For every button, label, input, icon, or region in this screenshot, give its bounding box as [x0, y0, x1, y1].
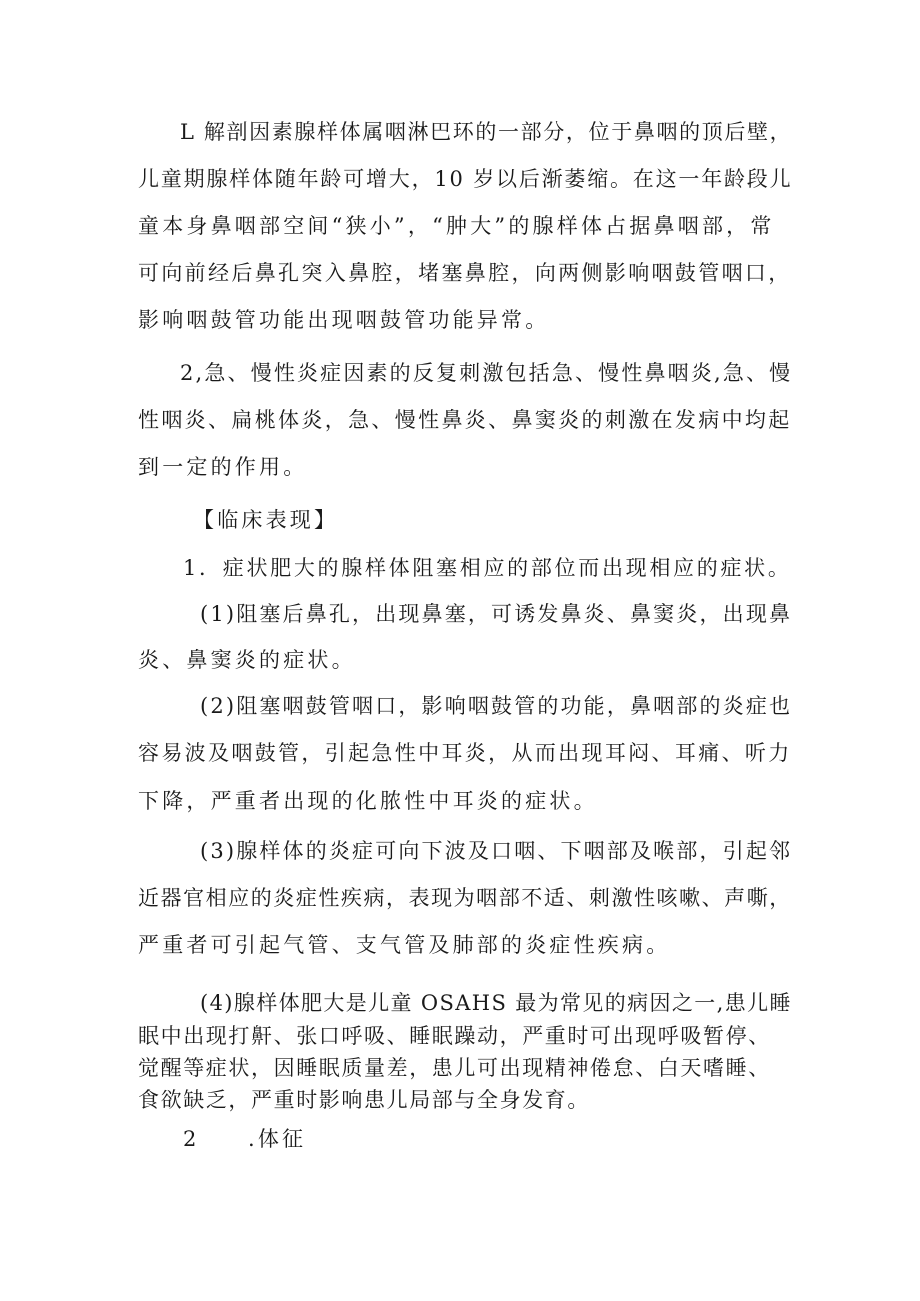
text-line: 童本身鼻咽部空间“狭小”，“肿大”的腺样体占据鼻咽部，常	[138, 214, 775, 238]
text-line: (2)阻塞咽鼓管咽口，影响咽鼓管的功能，鼻咽部的炎症也	[200, 694, 793, 718]
text-line: 1．症状肥大的腺样体阻塞相应的部位而出现相应的症状。	[183, 556, 792, 580]
text-line: 下降，严重者出现的化脓性中耳炎的症状。	[138, 789, 598, 813]
text-line: 觉醒等症状，因睡眠质量差，患儿可出现精神倦怠、白天嗜睡、	[138, 1056, 771, 1080]
text-line: L 解剖因素腺样体属咽淋巴环的一部分，位于鼻咽的顶后壁，	[180, 120, 793, 144]
text-line: 影响咽鼓管功能出现咽鼓管功能异常。	[138, 308, 550, 332]
text-line: 炎、鼻窦炎的症状。	[138, 648, 356, 672]
text-line: 可向前经后鼻孔突入鼻腔，堵塞鼻腔，向两侧影响咽鼓管咽口，	[138, 261, 792, 285]
text-line: (1)阻塞后鼻孔，出现鼻塞，可诱发鼻炎、鼻窦炎，出现鼻	[200, 602, 793, 626]
text-line: 眠中出现打鼾、张口呼吸、睡眠躁动，严重时可出现呼吸暂停、	[138, 1024, 771, 1048]
text-line: 容易波及咽鼓管，引起急性中耳炎，从而出现耳闷、耳痛、听力	[138, 741, 792, 765]
text-line: 性咽炎、扁桃体炎，急、慢性鼻炎、鼻窦炎的刺激在发病中均起	[138, 408, 792, 432]
text-line: 儿童期腺样体随年龄可增大，10 岁以后渐萎缩。在这一年龄段儿	[138, 167, 793, 191]
text-line: 食欲缺乏，严重时影响患儿局部与全身发育。	[138, 1088, 590, 1112]
text-line: (3)腺样体的炎症可向下波及口咽、下咽部及喉部，引起邻	[200, 839, 793, 863]
text-line: (4)腺样体肥大是儿童 OSAHS 最为常见的病因之一,患儿睡	[200, 991, 792, 1015]
text-line: 严重者可引起气管、支气管及肺部的炎症性疾病。	[138, 933, 671, 957]
section-heading: 【临床表现】	[193, 508, 339, 532]
text-line: 2,急、慢性炎症因素的反复刺激包括急、慢性鼻咽炎,急、慢	[180, 361, 793, 385]
section-heading: 2 .体征	[183, 1127, 307, 1151]
text-line: 近器官相应的炎症性疾病，表现为咽部不适、刺激性咳嗽、声嘶，	[138, 886, 792, 910]
text-line: 到一定的作用。	[138, 455, 308, 479]
